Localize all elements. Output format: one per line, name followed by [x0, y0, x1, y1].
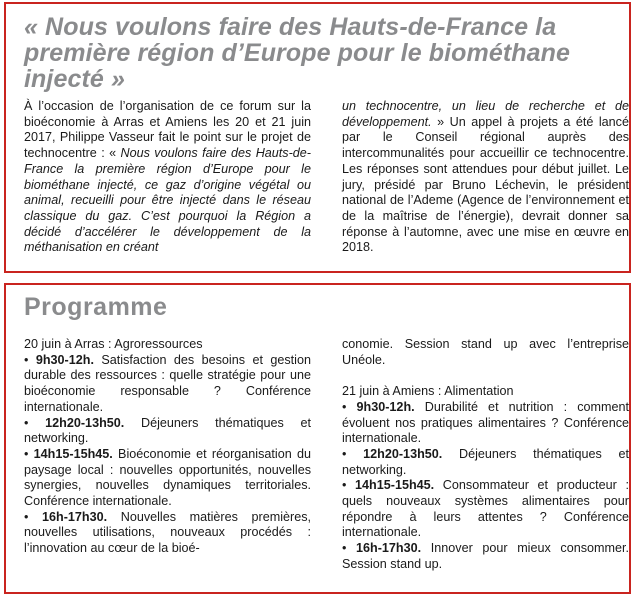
item-time: 9h30-12h. — [356, 399, 415, 414]
bullet-icon: • — [342, 541, 357, 556]
item-time: 12h20-13h50. — [363, 446, 443, 461]
bullet-icon: • — [342, 478, 356, 493]
article-column-right — [342, 99, 629, 256]
item-time: 14h15-15h45. — [355, 478, 435, 493]
bullet-icon: • — [342, 399, 357, 414]
programme-title: Programme — [24, 293, 168, 321]
item-text: Déjeuners thématiques et networking. — [342, 446, 629, 477]
day1-continuation: conomie. Session stand up avec l’entreprise Unéole. — [342, 337, 629, 367]
item-text: Bioéconomie et réorganisation du paysage local : nouvelles opportunités, nouvelles synergies, nouvelles dynamiques territoriales. Conférence internationale. — [24, 446, 311, 509]
item-text: Nouvelles matières premières, nouvelles utilisations, nouveaux procédés : l’innovation au cœur de la bioé- — [24, 509, 311, 556]
item-text: Innover pour mieux consommer. Session stand up. — [342, 541, 629, 571]
day2-heading: 21 juin à Amiens : Alimentation — [342, 384, 514, 399]
bullet-icon: • — [24, 415, 46, 430]
programme-item — [24, 353, 311, 416]
programme-column-left — [24, 337, 311, 557]
item-text: Durabilité et nutrition : comment évoluent nos pratiques alimentaires ? Conférence internationale. — [342, 399, 629, 446]
item-text: Consommateur et producteur : quels nouveaux systèmes alimentaires pour répondre à leurs attentes ? Conférence internationale. — [342, 478, 629, 540]
programme-box — [4, 283, 631, 594]
article-quote-headline: « Nous voulons faire des Hauts-de-France la première région d’Europe pour le biométhane injecté » — [24, 13, 571, 93]
bullet-icon: • — [24, 509, 43, 524]
programme-item — [24, 447, 311, 510]
bullet-icon: • — [24, 446, 34, 461]
article-intro-text: À l’occasion de l’organisation de ce forum sur la bioéconomie à Arras et Amiens les 20 et 21 juin 2017, Philippe Vasseur fait le point sur le projet de technocentre : « — [24, 99, 311, 161]
programme-item — [342, 478, 629, 541]
item-time: 16h-17h30. — [42, 509, 108, 524]
programme-column-right — [342, 337, 629, 573]
item-text: Satisfaction des besoins et gestion durable des ressources : quelle stratégie pour une bioéconomie responsable ? Conférence internationale. — [24, 352, 311, 414]
programme-item — [24, 510, 311, 557]
programme-item — [342, 541, 629, 572]
item-time: 12h20-13h50. — [45, 415, 125, 430]
article-quote-text: Nous voulons faire des Hauts-de-France la première région d’Europe pour le biométhane injecté, ce gaz d’origine végétal ou animal, recueilli pour être injecté dans le réseau classique du gaz. C’est pourquoi la Région a décidé d’accélérer le développement de la méthanisation en créant — [24, 146, 311, 255]
item-time: 9h30-12h. — [35, 352, 94, 367]
day1-heading: 20 juin à Arras : Agroressources — [24, 337, 203, 351]
article-quote-continuation: un technocentre, un lieu de recherche et de développement. — [342, 99, 629, 129]
programme-item — [24, 416, 311, 447]
article-box — [4, 2, 631, 273]
item-time: 14h15-15h45. — [33, 446, 113, 461]
item-text: Déjeuners thématiques et networking. — [24, 415, 311, 446]
item-time: 16h-17h30. — [356, 541, 422, 556]
programme-item — [342, 400, 629, 447]
article-body-text: » Un appel à projets a été lancé par le Conseil régional auprès des intercommunalités pour accueillir ce technocentre. Les réponses sont attendues pour début juillet. Le jury, présidé par Bruno Léchevin, le président national de l’Ademe (Agence de l’environnement et de la maîtrise de l’énergie), devrait donner sa réponse à l’automne, avec une mise en œuvre en 2018. — [342, 114, 629, 255]
article-column-left — [24, 99, 311, 256]
spacer — [342, 368, 629, 384]
programme-item — [342, 447, 629, 478]
bullet-icon: • — [24, 352, 36, 367]
bullet-icon: • — [342, 446, 364, 461]
